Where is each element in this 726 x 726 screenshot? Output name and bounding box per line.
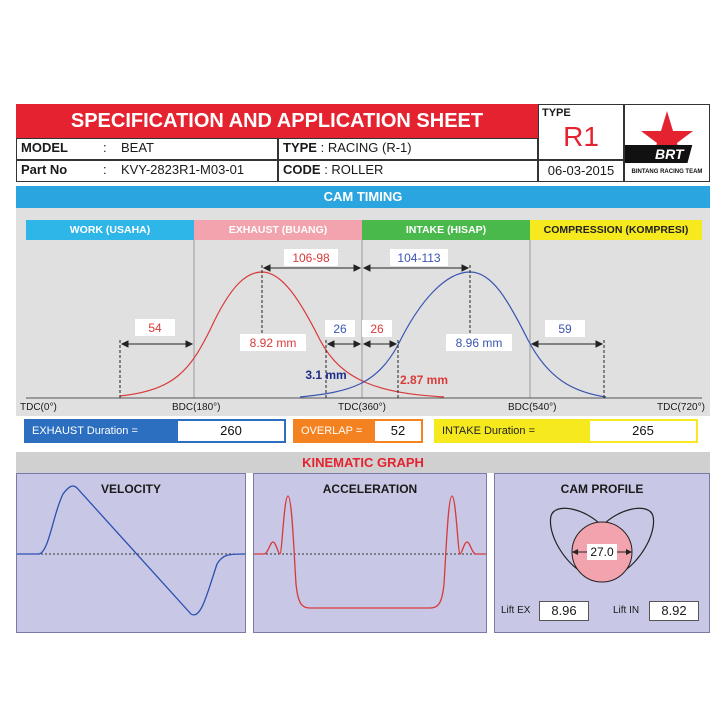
intake-duration-label: INTAKE Duration = — [442, 425, 536, 437]
overlap-box — [293, 419, 423, 443]
tdc-intake-lift-value: 2.87 mm — [399, 373, 449, 387]
tick-tdc-0: TDC(0°) — [20, 402, 57, 413]
exhaust-lobe-value: 106-98 — [292, 251, 330, 265]
phase-work: WORK (USAHA) — [26, 220, 194, 240]
phase-compression: COMPRESSION (KOMPRESI) — [530, 220, 702, 240]
code-label: CODE — [283, 162, 321, 177]
tick-tdc-720: TDC(720°) — [657, 402, 705, 413]
base-circle-value: 27.0 — [590, 545, 614, 559]
lift-ex-value: 8.96 — [539, 601, 589, 621]
tick-bdc-540: BDC(540°) — [508, 402, 557, 413]
partno-separator: : — [103, 162, 107, 177]
exhaust-duration-label: EXHAUST Duration = — [32, 425, 138, 437]
overlap-label: OVERLAP = — [301, 425, 363, 437]
phase-intake: INTAKE (HISAP) — [362, 220, 530, 240]
type-value: : RACING (R-1) — [320, 140, 412, 155]
tick-tdc-360: TDC(360°) — [338, 402, 386, 413]
lift-ex-label: Lift EX — [501, 605, 531, 616]
exhaust-close-value: 26 — [333, 322, 347, 336]
exhaust-open-value: 54 — [148, 321, 162, 335]
exhaust-duration-box — [24, 419, 286, 443]
type-label: TYPE — [283, 140, 317, 155]
lift-in-value: 8.92 — [649, 601, 699, 621]
model-separator: : — [103, 140, 107, 155]
model-label: MODEL — [21, 140, 68, 155]
model-value: BEAT — [121, 140, 154, 155]
type-box-value: R1 — [563, 121, 599, 152]
tick-bdc-180: BDC(180°) — [172, 402, 221, 413]
cam-profile-panel — [494, 473, 710, 633]
tdc-exhaust-lift-value: 3.1 mm — [305, 368, 347, 382]
sheet-title: SPECIFICATION AND APPLICATION SHEET — [16, 104, 538, 138]
intake-lobe-value: 104-113 — [397, 251, 441, 265]
lift-in-label: Lift IN — [613, 605, 640, 616]
intake-open-value: 26 — [370, 322, 384, 336]
logo-text: BRT — [655, 146, 684, 162]
partno-value: KVY-2823R1-M03-01 — [121, 162, 245, 177]
exhaust-lift-value: 8.92 mm — [249, 336, 297, 350]
cam-profile-title: CAM PROFILE — [560, 482, 644, 496]
intake-lift-value: 8.96 mm — [455, 336, 503, 350]
velocity-panel — [16, 473, 246, 633]
acceleration-panel — [253, 473, 487, 633]
velocity-title: VELOCITY — [100, 482, 161, 496]
sheet-date: 06-03-2015 — [538, 160, 624, 182]
overlap-value: 52 — [375, 421, 421, 441]
type-box-label: TYPE — [542, 107, 571, 119]
phase-exhaust: EXHAUST (BUANG) — [194, 220, 362, 240]
acceleration-graph — [254, 474, 486, 632]
acceleration-title: ACCELERATION — [322, 482, 418, 496]
code-value: : ROLLER — [324, 162, 384, 177]
cam-timing-header: CAM TIMING — [16, 186, 710, 208]
acceleration-curve — [254, 496, 486, 608]
exhaust-duration-value: 260 — [178, 421, 284, 441]
velocity-graph — [17, 474, 245, 632]
logo-subtext: BINTANG RACING TEAM — [631, 169, 703, 175]
intake-close-value: 59 — [558, 322, 572, 336]
velocity-curve — [17, 486, 245, 615]
intake-duration-box — [434, 419, 698, 443]
kinematic-header: KINEMATIC GRAPH — [16, 452, 710, 473]
partno-label: Part No — [21, 162, 68, 177]
intake-duration-value: 265 — [590, 421, 696, 441]
